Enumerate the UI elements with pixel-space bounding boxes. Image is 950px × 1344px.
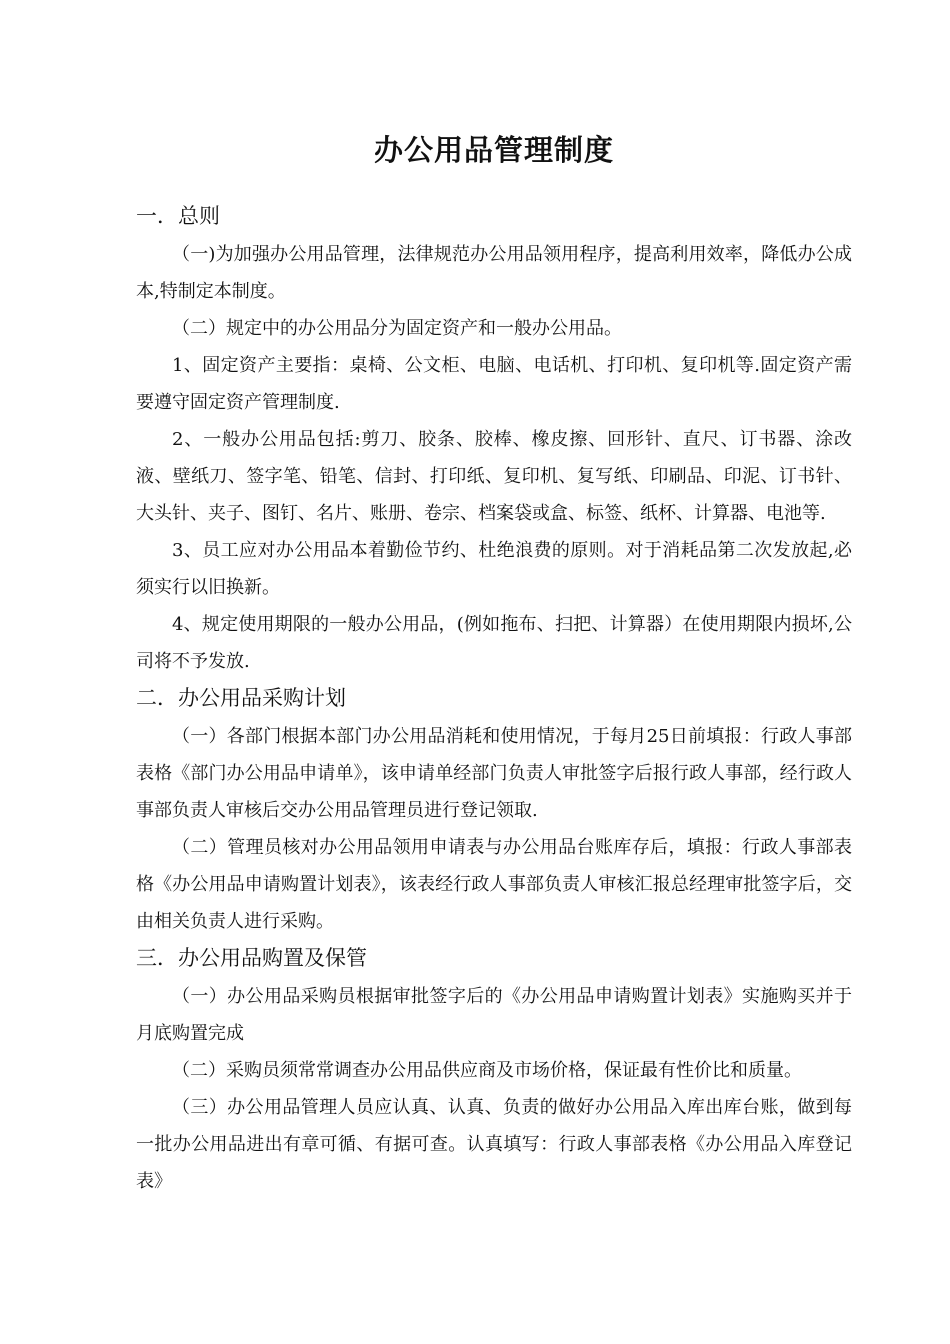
paragraph: 4、规定使用期限的一般办公用品，(例如拖布、扫把、计算器）在使用期限内损坏,公司将不予发放. [136, 614, 852, 672]
paragraph: 2、一般办公用品包括:剪刀、胶条、胶棒、橡皮擦、回形针、直尺、订书器、涂改液、壁纸刀、签字笔、铅笔、信封、打印纸、复印机、复写纸、印刷品、印泥、订书针、大头针、夹子、图钉、名片、账册、卷宗、档案袋或盒、标签、纸杯、计算器、电池等. [136, 429, 852, 524]
document-page [136, 128, 852, 1202]
paragraph: 3、员工应对办公用品本着勤俭节约、杜绝浪费的原则。对于消耗品第二次发放起,必须实行以旧换新。 [136, 540, 852, 598]
section-purchase-storage [136, 942, 852, 1200]
section-heading: 二．办公用品采购计划 [136, 686, 346, 710]
paragraph: （二）规定中的办公用品分为固定资产和一般办公用品。 [172, 318, 622, 339]
document-title: 办公用品管理制度 [373, 133, 614, 167]
section-procurement-plan [136, 682, 852, 940]
section-general [136, 200, 852, 680]
section-heading: 一．总则 [136, 204, 220, 228]
paragraph: （一)为加强办公用品管理，法律规范办公用品领用程序，提高利用效率，降低办公成本,特制定本制度。 [136, 244, 852, 302]
paragraph: （二）采购员须常常调查办公用品供应商及市场价格，保证最有性价比和质量。 [172, 1060, 802, 1081]
paragraph: （二）管理员核对办公用品领用申请表与办公用品台账库存后，填报：行政人事部表格《办公用品申请购置计划表》，该表经行政人事部负责人审核汇报总经理审批签字后，交由相关负责人进行采购。 [136, 837, 852, 932]
paragraph: （一）办公用品采购员根据审批签字后的《办公用品申请购置计划表》实施购买并于月底购置完成 [136, 986, 852, 1044]
section-heading: 三．办公用品购置及保管 [136, 946, 367, 970]
paragraph: 1、固定资产主要指：桌椅、公文柜、电脑、电话机、打印机、复印机等.固定资产需要遵守固定资产管理制度. [136, 355, 852, 413]
paragraph: （三）办公用品管理人员应认真、认真、负责的做好办公用品入库出库台账，做到每一批办公用品进出有章可循、有据可查。认真填写：行政人事部表格《办公用品入库登记表》 [136, 1097, 852, 1192]
paragraph: （一）各部门根据本部门办公用品消耗和使用情况，于每月25日前填报：行政人事部表格《部门办公用品申请单》，该申请单经部门负责人审批签字后报行政人事部，经行政人事部负责人审核后交办公用品管理员进行登记领取. [136, 726, 852, 821]
